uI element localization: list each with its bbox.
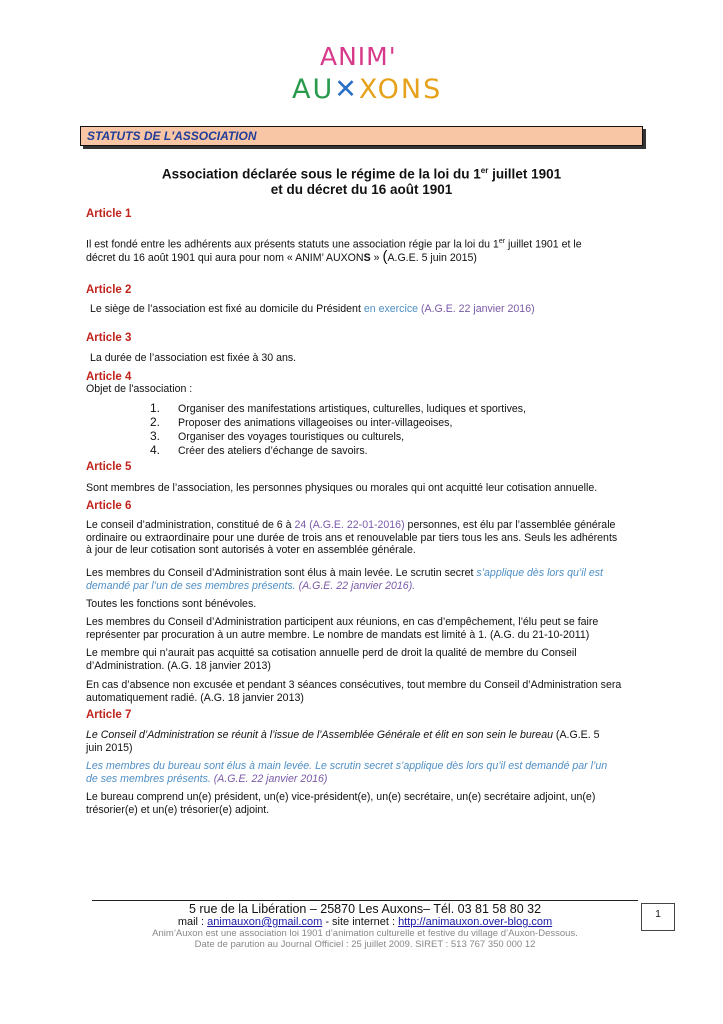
list-item: 2. Proposer des animations villageoises ou inter-villageoises,	[150, 415, 453, 429]
list-item: 4. Créer des ateliers d’échange de savoirs.	[150, 443, 368, 457]
footer-notes: Anim’Auxon est une association loi 1901 d’animation culturelle et festive du village d’Auxon-Dessous. Date de parution au Journal Officiel : 25 juillet 2009. SIRET : 513 767 350 000 12	[152, 928, 578, 950]
article-2-heading: Article 2	[86, 284, 132, 296]
article-4-text: Objet de l'association :	[86, 383, 193, 395]
article-3-text: La durée de l’association est fixée à 30 ans.	[90, 352, 297, 364]
page-number: 1	[641, 903, 675, 931]
article-2-text: Le siège de l’association est fixé au domicile du Président en exercice (A.G.E. 22 janvier 2016)	[90, 303, 535, 315]
article-6-paragraph-4: Les membres du Conseil d’Administration participent aux réunions, en cas d’empêchement, l’élu peut se faire représenter par procuration à un autre membre. Le nombre de mandats est limité à 1. (A.G. du 21-10-2011)	[86, 616, 599, 641]
article-7-paragraph-1: Le Conseil d’Administration se réunit à l’issue de l’Assemblée Générale et élit en son sein le bureau (A.G.E. 5 juin 2015)	[86, 729, 600, 754]
article-4-list	[150, 402, 526, 458]
logo-figure-icon: ✕	[334, 74, 359, 105]
footer-contact: mail : animauxon@gmail.com - site internet : http://animauxon.over-blog.com	[177, 916, 553, 928]
footer-address: 5 rue de la Libération – 25870 Les Auxons– Tél. 03 81 58 80 32	[188, 902, 542, 916]
article-6-heading: Article 6	[86, 500, 132, 512]
mail-link[interactable]: animauxon@gmail.com	[207, 916, 323, 928]
article-3-heading: Article 3	[86, 332, 132, 344]
article-6-paragraph-1: Le conseil d’administration, constitué de 6 à 24 (A.G.E. 22-01-2016) personnes, est élu par l’assemblée générale ordinaire ou extraordinaire pour une durée de trois ans et renouvelable par tiers tous les ans. Seuls les adhérents à jour de leur cotisation sont autorisés à voter en assemblée générale.	[86, 519, 618, 556]
article-6-paragraph-5: Le membre qui n’aurait pas acquitté sa cotisation annuelle perd de droit la qualité de membre du Conseil d’Administration. (A.G. 18 janvier 2013)	[86, 647, 577, 672]
article-6-paragraph-2: Les membres du Conseil d’Administration sont élus à main levée. Le scrutin secret s’applique dès lors qu’il est demandé par l’un de ses membres présents. (A.G.E. 22 janvier 2016).	[86, 567, 603, 592]
article-6-paragraph-3: Toutes les fonctions sont bénévoles.	[86, 598, 257, 610]
article-6-paragraph-6: En cas d’absence non excusée et pendant 3 séances consécutives, tout membre du Conseil d’Administration sera automatiquement radié. (A.G. 18 janvier 2013)	[86, 679, 622, 704]
article-1-heading: Article 1	[86, 208, 132, 220]
document-title-line-2: et du décret du 16 août 1901	[270, 182, 453, 197]
footer-divider	[92, 900, 638, 901]
article-4-heading: Article 4	[86, 371, 132, 383]
document-title-line-1: Association déclarée sous le régime de la loi du 1er juillet 1901	[161, 166, 562, 182]
article-5-heading: Article 5	[86, 461, 132, 473]
article-7-paragraph-2: Les membres du bureau sont élus à main levée. Le scrutin secret s’applique dès lors qu’il est demandé par l’un de ses membres présents. (A.G.E. 22 janvier 2016)	[86, 760, 608, 785]
logo-line-2: AU✕XONS	[292, 74, 443, 105]
website-link[interactable]: http://animauxon.over-blog.com	[398, 916, 553, 928]
banner-title: STATUTS DE L'ASSOCIATION	[87, 129, 257, 143]
list-item: 3. Organiser des voyages touristiques ou culturels,	[150, 429, 405, 443]
section-banner	[80, 126, 643, 146]
logo-line-1: ANIM'	[320, 42, 397, 71]
article-7-paragraph-3: Le bureau comprend un(e) président, un(e) vice-président(e), un(e) secrétaire, un(e) secrétaire adjoint, un(e) trésorier(e) et un(e) trésorier(e) adjoint.	[86, 791, 596, 816]
article-7-heading: Article 7	[86, 709, 132, 721]
list-item: 1. Organiser des manifestations artistiques, culturelles, ludiques et sportives,	[150, 401, 526, 415]
article-1-text: Il est fondé entre les adhérents aux présents statuts une association régie par la loi du 1er juillet 1901 et le décret du 16 août 1901 qui aura pour nom « ANIM’ AUXONS » (A.G.E. 5 juin 2015)	[86, 238, 582, 266]
article-5-text: Sont membres de l’association, les personnes physiques ou morales qui ont acquitté leur cotisation annuelle.	[86, 482, 598, 494]
